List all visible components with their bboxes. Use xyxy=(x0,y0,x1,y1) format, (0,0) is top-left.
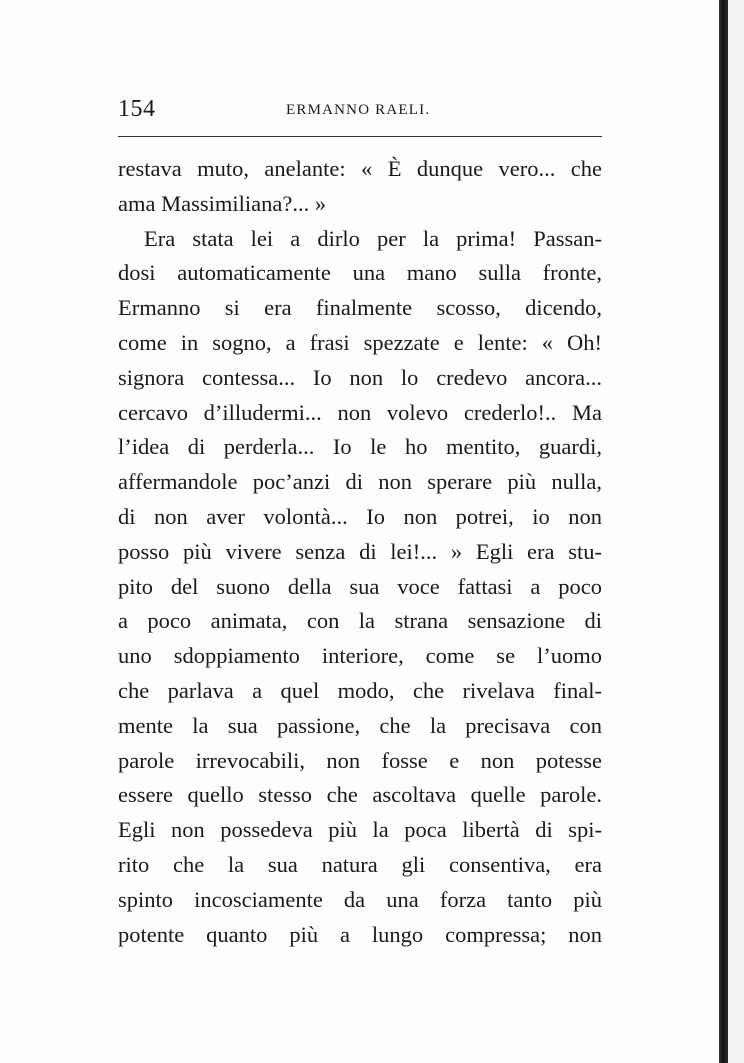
text-line: rito che la sua natura gli consentiva, era xyxy=(118,851,602,877)
header-rule xyxy=(118,136,602,137)
text-line: uno sdoppiamento interiore, come se l’uomo xyxy=(118,643,602,669)
text-line: ama Massimiliana?... » xyxy=(118,190,327,216)
running-title: ERMANNO RAELI. xyxy=(286,102,431,118)
text-line: signora contessa... Io non lo credevo ancora... xyxy=(118,364,602,390)
text-line: dosi automaticamente una mano sulla fronte, xyxy=(118,260,602,286)
text-line: che parlava a quel modo, che rivelava final- xyxy=(118,677,602,703)
page-margin-edge xyxy=(728,0,744,1063)
page-header xyxy=(118,96,602,128)
text-line: potente quanto più a lungo compressa; non xyxy=(118,921,602,947)
page-number: 154 xyxy=(118,96,156,122)
text-line: l’idea di perderla... Io le ho mentito, guardi, xyxy=(118,434,602,460)
text-line: come in sogno, a frasi spezzate e lente: « Oh! xyxy=(118,329,602,355)
text-line: pito del suono della sua voce fattasi a poco xyxy=(118,573,602,599)
text-line: affermandole poc’anzi di non sperare più nulla, xyxy=(118,469,602,495)
text-line: essere quello stesso che ascoltava quelle parole. xyxy=(118,782,602,808)
text-line: mente la sua passione, che la precisava con xyxy=(118,712,602,738)
body-text xyxy=(118,152,602,952)
text-line: Egli non possedeva più la poca libertà di spi- xyxy=(118,817,602,843)
text-line: di non aver volontà... Io non potrei, io non xyxy=(118,503,602,529)
binding-shadow xyxy=(719,0,728,1063)
text-line: spinto incosciamente da una forza tanto più xyxy=(118,886,602,912)
text-line: posso più vivere senza di lei!... » Egli era stu- xyxy=(118,538,602,564)
text-line: restava muto, anelante: « È dunque vero... che xyxy=(118,156,602,181)
text-line: Ermanno si era finalmente scosso, dicendo, xyxy=(118,295,602,321)
text-line: a poco animata, con la strana sensazione di xyxy=(118,608,602,634)
text-line: cercavo d’illudermi... non volevo crederlo!.. Ma xyxy=(118,399,602,425)
text-line: parole irrevocabili, non fosse e non potesse xyxy=(118,747,602,773)
text-line: Era stata lei a dirlo per la prima! Passan- xyxy=(144,225,602,251)
